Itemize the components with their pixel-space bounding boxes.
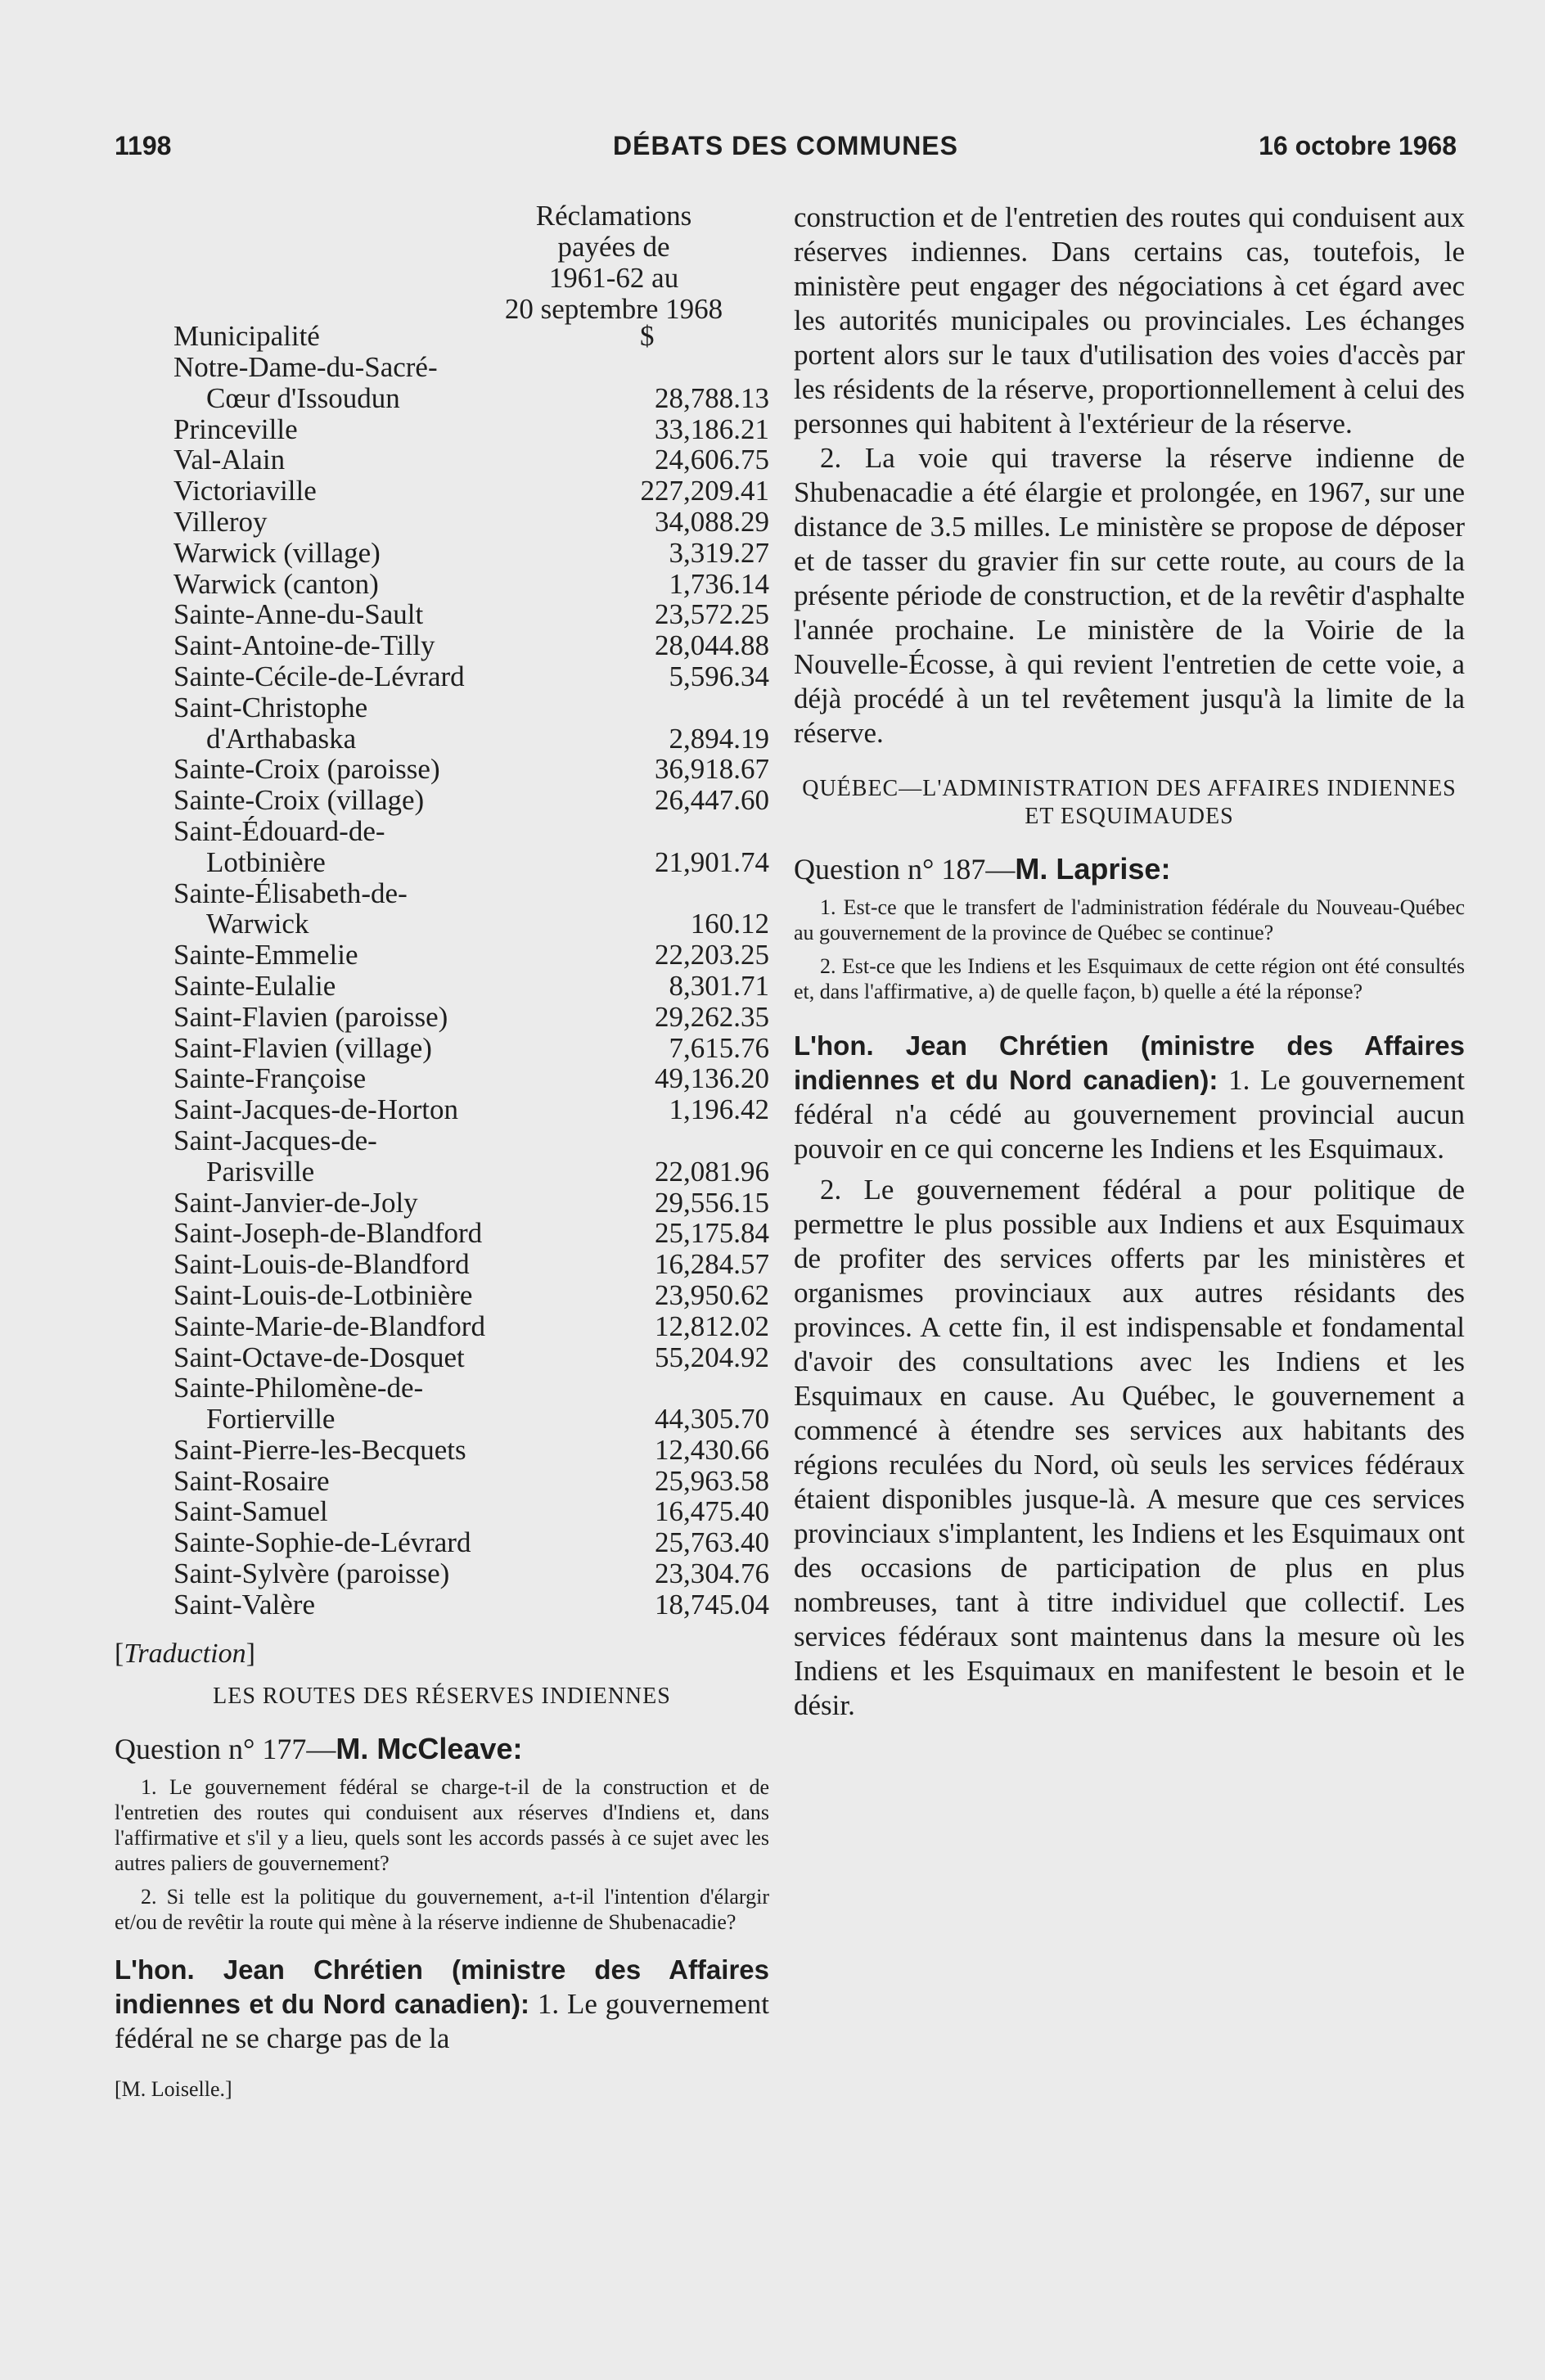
speaker-name: L'hon. Jean Chrétien (ministre des Affaires indiennes et du Nord canadien): — [794, 1030, 1465, 1095]
table-row — [115, 599, 769, 630]
municipality-name: Villeroy — [173, 505, 268, 538]
claim-amount: 7,615.76 — [669, 1031, 769, 1064]
municipality-name: Sainte-Sophie-de-Lévrard — [173, 1526, 471, 1559]
table-row — [115, 1589, 769, 1620]
table-row — [115, 1558, 769, 1589]
claim-amount: 22,081.96 — [655, 1155, 769, 1188]
claim-amount: 26,447.60 — [655, 784, 769, 817]
table-row — [115, 1311, 769, 1342]
municipality-name: Val-Alain — [173, 444, 286, 476]
claim-amount: 12,812.02 — [655, 1309, 769, 1342]
table-row — [115, 878, 769, 940]
claim-amount: 28,788.13 — [655, 381, 769, 414]
claim-amount: 227,209.41 — [640, 475, 769, 507]
municipality-name: Sainte-Marie-de-Blandford — [173, 1309, 485, 1342]
table-row — [115, 538, 769, 569]
claim-amount: 44,305.70 — [655, 1403, 769, 1436]
table-row — [115, 1342, 769, 1373]
claim-amount: 1,736.14 — [669, 567, 769, 600]
claims-column-header: Réclamations payées de 1961-62 au 20 septembre 1968 — [504, 200, 723, 325]
table-row — [115, 1496, 769, 1527]
table-row — [115, 1373, 769, 1435]
table-row — [115, 1435, 769, 1466]
claim-amount: 33,186.21 — [655, 412, 769, 445]
municipality-name: Saint-Rosaire — [173, 1464, 330, 1497]
section-title: QUÉBEC—L'ADMINISTRATION DES AFFAIRES INDIENNES ET ESQUIMAUDES — [802, 776, 1457, 829]
table-row — [115, 1125, 769, 1188]
municipality-name: Sainte-Eulalie — [173, 969, 336, 1002]
claim-amount: 5,596.34 — [669, 660, 769, 692]
claim-amount: 36,918.67 — [655, 753, 769, 786]
table-row — [115, 940, 769, 971]
municipality-name: Saint-Jacques-de- Parisville — [173, 1124, 377, 1188]
table-row — [115, 785, 769, 816]
publication-title: DÉBATS DES COMMUNES — [613, 131, 958, 160]
table-row — [115, 414, 769, 445]
municipality-name: Notre-Dame-du-Sacré- Cœur d'Issoudun — [173, 351, 438, 414]
table-row — [115, 1249, 769, 1280]
question-item: 1. Le gouvernement fédéral se charge-t-il de la construction et de l'entretien des routes qui conduisent aux réserves d'Indiens et, dans l'affirmative et s'il y a lieu, quels sont les accords passés à ce sujet avec les autres paliers de gouvernement? — [115, 1774, 769, 1875]
claim-amount: 28,044.88 — [655, 629, 769, 662]
question-heading: Question n° 187—M. Laprise: — [794, 852, 1171, 886]
municipality-name: Victoriaville — [173, 475, 317, 507]
municipality-name: Sainte-Emmelie — [173, 939, 358, 971]
municipality-name: Warwick (village) — [173, 536, 381, 569]
municipality-name: Sainte-Croix (village) — [173, 784, 425, 817]
page-header — [115, 131, 1457, 172]
claim-amount: 22,203.25 — [655, 939, 769, 971]
municipality-name: Saint-Pierre-les-Becquets — [173, 1433, 466, 1466]
claim-amount: 23,950.62 — [655, 1278, 769, 1311]
claim-amount: 24,606.75 — [655, 444, 769, 476]
municipality-name: Saint-Christophe d'Arthabaska — [173, 691, 368, 755]
municipality-name: Saint-Louis-de-Blandford — [173, 1248, 470, 1281]
municipality-name: Sainte-Croix (paroisse) — [173, 753, 440, 786]
table-row — [115, 1527, 769, 1558]
table-row — [115, 1033, 769, 1064]
claim-amount: 23,304.76 — [655, 1557, 769, 1590]
municipality-name: Saint-Jacques-de-Horton — [173, 1093, 458, 1126]
claim-amount: 1,196.42 — [669, 1093, 769, 1126]
municipality-name: Saint-Valère — [173, 1588, 315, 1620]
municipality-name: Sainte-Élisabeth-de- Warwick — [173, 877, 408, 940]
table-row — [115, 507, 769, 538]
municipality-name: Saint-Sylvère (paroisse) — [173, 1557, 450, 1590]
paragraph: construction et de l'entretien des routes qui conduisent aux réserves indiennes. Dans certains cas, toutefois, le ministère peut engager des négociations à cet égard avec les autorités municipales ou provinciales. Les échanges portent alors sur le taux d'utilisation des voies d'accès par les résidents de la réserve, proportionnellement à celui des personnes qui habitent à l'extérieur de la réserve. — [794, 201, 1465, 439]
claim-amount: 160.12 — [690, 908, 769, 940]
table-row — [115, 569, 769, 600]
municipality-name: Saint-Édouard-de- Lotbinière — [173, 814, 385, 878]
left-column — [115, 201, 769, 2102]
table-row — [115, 971, 769, 1002]
page-date: 16 octobre 1968 — [1259, 131, 1457, 160]
claim-amount: 18,745.04 — [655, 1588, 769, 1620]
municipality-name: Saint-Flavien (paroisse) — [173, 1000, 448, 1033]
right-column — [794, 201, 1465, 1723]
claim-amount: 8,301.71 — [669, 969, 769, 1002]
translation-note: [Traduction] — [115, 1638, 255, 1669]
claim-amount: 21,901.74 — [655, 845, 769, 878]
table-row — [115, 816, 769, 878]
claim-amount: 16,284.57 — [655, 1248, 769, 1281]
claim-amount: 29,262.35 — [655, 1000, 769, 1033]
speaker-reference: [M. Loiselle.] — [115, 2076, 232, 2101]
claim-amount: 3,319.27 — [669, 536, 769, 569]
municipality-name: Sainte-Anne-du-Sault — [173, 598, 424, 631]
municipality-name: Saint-Octave-de-Dosquet — [173, 1341, 465, 1373]
table-row — [115, 1466, 769, 1497]
answer-paragraph: L'hon. Jean Chrétien (ministre des Affaires indiennes et du Nord canadien): 1. Le gouvernement fédéral n'a cédé au gouvernement provincial aucun pouvoir en ce qui concerne les Indiens et les Esquimaux. — [794, 1030, 1465, 1165]
table-row — [115, 1188, 769, 1219]
table-row — [115, 1002, 769, 1033]
question-item: 2. Si telle est la politique du gouvernement, a-t-il l'intention d'élargir et/ou de revêtir la route qui mène à la réserve indienne de Shubenacadie? — [115, 1884, 769, 1934]
table-row — [115, 1280, 769, 1311]
claim-amount: 23,572.25 — [655, 598, 769, 631]
municipality-column-header: Municipalité — [173, 320, 320, 352]
question-heading: Question n° 177—M. McCleave: — [115, 1731, 523, 1765]
claim-amount: 2,894.19 — [669, 722, 769, 755]
municipality-name: Saint-Janvier-de-Joly — [173, 1186, 418, 1219]
claim-amount: 49,136.20 — [655, 1062, 769, 1095]
question-item: 1. Est-ce que le transfert de l'administration fédérale du Nouveau-Québec au gouvernement de la province de Québec se continue? — [794, 895, 1465, 944]
municipality-name: Sainte-Cécile-de-Lévrard — [173, 660, 465, 692]
question-item: 2. Est-ce que les Indiens et les Esquimaux de cette région ont été consultés et, dans l'affirmative, a) de quelle façon, b) quelle a été la réponse? — [794, 954, 1465, 1003]
municipality-name: Warwick (canton) — [173, 567, 379, 600]
municipality-name: Princeville — [173, 412, 298, 445]
table-row — [115, 661, 769, 692]
municipality-name: Saint-Joseph-de-Blandford — [173, 1217, 483, 1250]
paragraph: 2. Le gouvernement fédéral a pour politique de permettre le plus possible aux Indiens et aux Esquimaux de profiter des services offerts par les ministères et organismes provinciaux aux autres résidants des provinces. A cette fin, il est indispensable et fondamental d'avoir des consultations avec les Indiens et les Esquimaux en cause. Au Québec, le gouvernement a commencé à étendre ses services aux habitants des régions reculées du Nord, où seuls les services fédéraux étaient disponibles jusque-là. A mesure que ces services provinciaux s'implantent, les Indiens et les Esquimaux ont des occasions de participation de plus en plus nombreuses, tant à titre individuel que collectif. Les services fédéraux sont maintenus dans la mesure où les Indiens et les Esquimaux en manifestent le besoin et le désir. — [794, 1174, 1465, 1721]
currency-symbol: $ — [640, 320, 655, 352]
claims-table — [115, 352, 769, 1620]
claim-amount: 25,763.40 — [655, 1526, 769, 1559]
page-number: 1198 — [115, 131, 172, 160]
claim-amount: 25,963.58 — [655, 1464, 769, 1497]
municipality-name: Saint-Flavien (village) — [173, 1031, 432, 1064]
claim-amount: 34,088.29 — [655, 505, 769, 538]
claim-amount: 29,556.15 — [655, 1186, 769, 1219]
municipality-name: Saint-Antoine-de-Tilly — [173, 629, 435, 662]
table-row — [115, 444, 769, 476]
answer-paragraph: L'hon. Jean Chrétien (ministre des Affaires indiennes et du Nord canadien): 1. Le gouvernement fédéral ne se charge pas de la — [115, 1954, 769, 2054]
municipality-name: Saint-Samuel — [173, 1495, 328, 1528]
claim-amount: 25,175.84 — [655, 1217, 769, 1250]
table-row — [115, 1063, 769, 1094]
table-row — [115, 1094, 769, 1125]
table-row — [115, 476, 769, 507]
table-row — [115, 352, 769, 414]
table-row — [115, 692, 769, 755]
table-header — [115, 201, 769, 352]
claim-amount: 16,475.40 — [655, 1495, 769, 1528]
municipality-name: Saint-Louis-de-Lotbinière — [173, 1278, 473, 1311]
speaker-name: L'hon. Jean Chrétien (ministre des Affaires indiennes et du Nord canadien): — [115, 1954, 769, 2019]
municipality-name: Sainte-Philomène-de- Fortierville — [173, 1372, 424, 1436]
table-row — [115, 754, 769, 785]
table-row — [115, 1218, 769, 1249]
claim-amount: 55,204.92 — [655, 1341, 769, 1373]
municipality-name: Sainte-Françoise — [173, 1062, 367, 1095]
claim-amount: 12,430.66 — [655, 1433, 769, 1466]
paragraph: 2. La voie qui traverse la réserve indienne de Shubenacadie a été élargie et prolongée, en 1967, sur une distance de 3.5 milles. Le ministère se propose de déposer et de tasser du gravier fin sur cette route, au cours de la présente période de construction, et de la revêtir d'asphalte l'année prochaine. Le ministère de la Voirie de la Nouvelle-Écosse, à qui revient l'entretien de cette voie, a déjà procédé à un tel revêtement jusqu'à la limite de la réserve. — [794, 442, 1465, 749]
section-title: LES ROUTES DES RÉSERVES INDIENNES — [213, 1683, 671, 1709]
table-row — [115, 630, 769, 661]
